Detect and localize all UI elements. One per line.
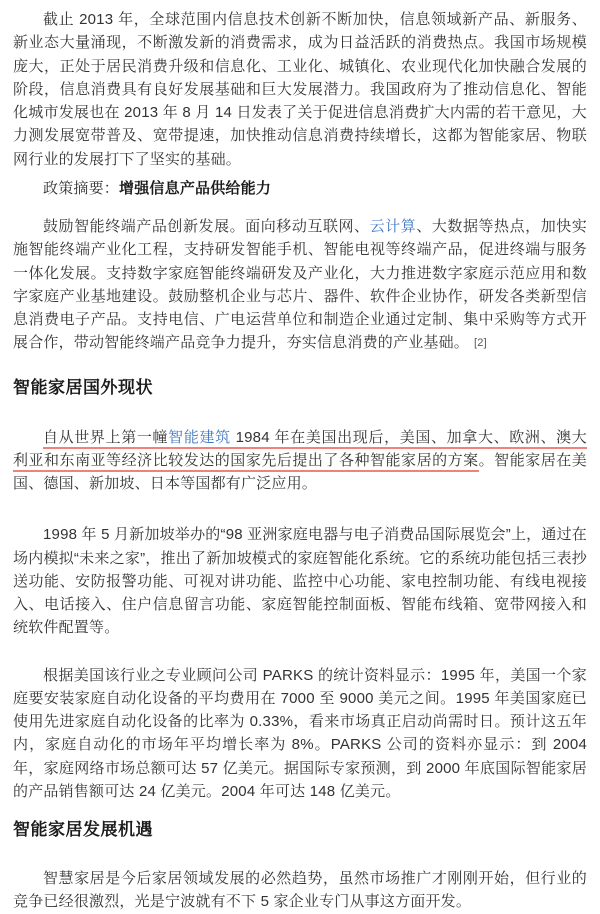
paragraph-singapore-1998: 1998 年 5 月新加坡举办的“98 亚洲家庭电器与电子消费品国际展览会”上，通过在场内模拟“未来之家”，推出了新加坡模式的家庭智能化系统。它的系统功能包括三表抄送功能、安防报警功能、可视对讲功能、监控中心功能、家电控制功能、有线电视接入、电话接入、住户信息留言功能、家庭智能控制面板、智能布线箱、宽带网接入和统软件配置等。	[13, 526, 587, 637]
link-cloud-computing[interactable]: 云计算	[369, 218, 417, 235]
paragraph-opportunity: 智慧家居是今后家居领域发展的必然趋势，虽然市场推广才刚刚开始，但行业的竞争已经很激烈，光是宁波就有不下 5 家企业专门从事这方面开发。	[13, 870, 587, 911]
section-heading-development-opportunity: 智能家居发展机遇	[13, 820, 153, 839]
overseas-intro-rest: 。智能家居在美国、德国、新加坡、日本等国都有广泛应用。	[13, 451, 587, 492]
paragraph-policy-detail	[13, 215, 587, 356]
paragraph-overseas-intro	[13, 426, 587, 496]
annotated-text-before-link: 自从世界上第一幢	[43, 428, 169, 446]
paragraph-intro: 截止 2013 年，全球范围内信息技术创新不断加快，信息领域新产品、新服务、新业态大量涌现，不断激发新的消费需求，成为日益活跃的消费热点。我国市场规模庞大，正处于居民消费升级和信息化、工业化、城镇化、农业现代化加快融合发展的阶段，信息消费具有良好发展基础和巨大发展潜力。我国政府为了推动信息化、智能化城市发展也在 2013 年 8 月 14 日发表了关于促进信息消费扩大内需的若干意见，大力测发展宽带普及、宽带提速，加快推动信息消费持续增长，这都为智能家居、物联网行业的发展打下了坚实的基础。	[13, 11, 587, 168]
annotated-text-after-link: 1984 年在美国出现后，美国、加拿大、欧洲、澳大利亚和东南亚等经济比较发达的国家先后提出了各种智能家居的方案	[13, 428, 588, 469]
policy-detail-text-before: 鼓励智能终端产品创新发展。面向移动互联网、	[43, 218, 370, 235]
reference-2-marker[interactable]: [2]	[474, 337, 487, 350]
link-intelligent-building[interactable]: 智能建筑	[168, 428, 231, 446]
paragraph-parks-statistics: 根据美国该行业之专业顾问公司 PARKS 的统计资料显示：1995 年，美国一个家庭要安装家庭自动化设备的平均费用在 7000 至 9000 美元之间。1995 年美国家庭已使用先进家庭自动化设备的比率为 0.33%，看来市场真正启动尚需时日。预计这五年内，家庭自动化的市场年平均增长率为 8%。PARKS 公司的资料亦显示：到 2004 年，家庭网络市场总额可达 57 亿美元。据国际专家预测，到 2000 年底国际智能家居的产品销售额可达 24 亿美元。2004 年可达 148 亿美元。	[13, 666, 587, 800]
section-heading-overseas-status: 智能家居国外现状	[13, 377, 153, 397]
policy-detail-text-after: 、大数据等热点，加快实施智能终端产业化工程，支持研发智能手机、智能电视等终端产品，促进终端与服务一体化发展。支持数字家庭智能终端研发及产业化，大力推进数字家庭示范应用和数字家庭产业基地建设。鼓励整机企业与芯片、器件、软件企业协作，研发各类新型信息消费电子产品。支持电信、广电运营单位和制造企业通过定制、集中采购等方式开展合作，带动智能终端产品竞争力提升，夯实信息消费的产业基础。	[13, 218, 588, 352]
policy-summary-highlight: 增强信息产品供给能力	[119, 179, 272, 197]
policy-summary	[13, 177, 587, 200]
policy-summary-label: 政策摘要：	[43, 179, 120, 197]
